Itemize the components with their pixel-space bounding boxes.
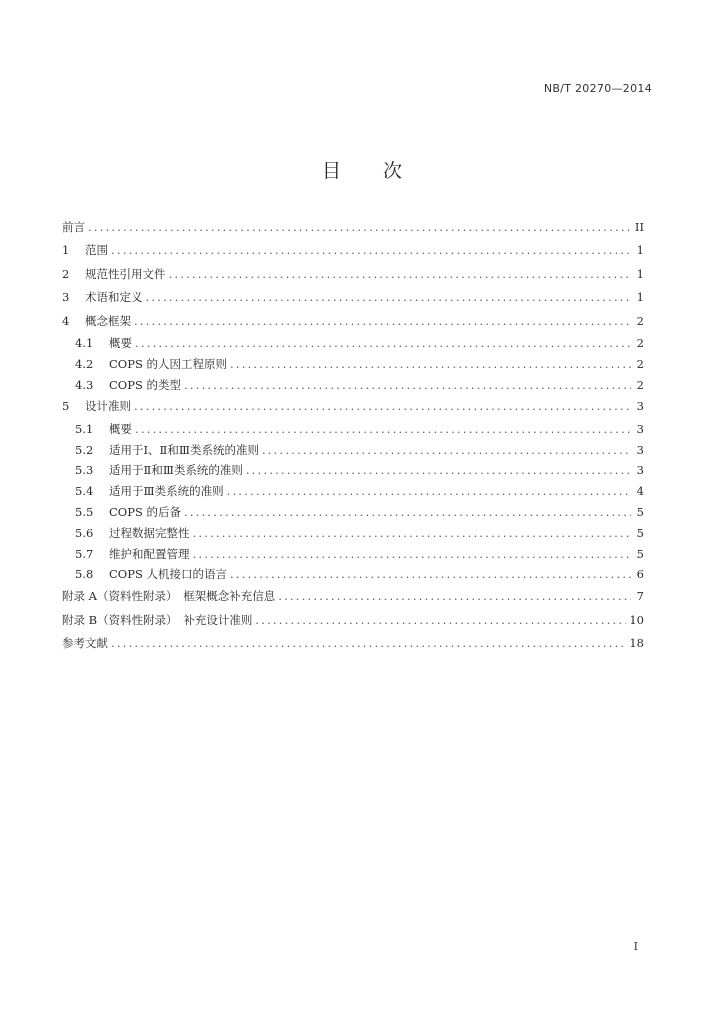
toc-entry-number: 5.1: [75, 421, 94, 436]
toc-leader-dots: [246, 460, 631, 481]
toc-entry[interactable]: [62, 263, 644, 286]
toc-leader-dots: [111, 632, 626, 655]
toc-leader-dots: [134, 310, 631, 333]
toc-entry-page: 7: [636, 589, 644, 604]
toc-entry[interactable]: [62, 632, 644, 655]
toc-entry-label: 参考文献: [62, 635, 108, 650]
toc-entry-label: 适用于Ⅲ类系统的准则: [109, 484, 224, 499]
page-number: I: [633, 940, 638, 953]
toc-entry-number: 5.7: [75, 546, 94, 561]
toc-entry-label: 规范性引用文件: [85, 266, 166, 281]
toc-leader-dots: [88, 216, 631, 239]
toc-entry-number: 4.3: [75, 377, 94, 392]
toc-entry[interactable]: [62, 502, 644, 523]
standard-number: NB/T 20270—2014: [543, 82, 652, 95]
toc-entry[interactable]: [62, 239, 644, 262]
toc-entry-number: 5.5: [75, 504, 94, 519]
toc-entry-page: 3: [636, 442, 644, 457]
toc-leader-dots: [135, 419, 631, 440]
toc-entry-page: 2: [636, 313, 644, 328]
toc-entry[interactable]: [62, 523, 644, 544]
page-title: 目次: [321, 160, 444, 182]
toc-entry[interactable]: [62, 460, 644, 481]
toc-entry-number: 5.4: [75, 484, 94, 499]
toc-entry-page: 4: [636, 484, 644, 499]
toc-entry[interactable]: [62, 333, 644, 354]
toc-entry-number: 4.2: [75, 356, 94, 371]
toc-entry-label: 概要: [109, 421, 132, 436]
toc-entry-label: 维护和配置管理: [109, 546, 190, 561]
toc-entry-page: 5: [636, 546, 644, 561]
toc-entry[interactable]: [62, 544, 644, 565]
toc-entry-label: 前言: [62, 220, 85, 234]
toc-leader-dots: [169, 263, 632, 286]
toc-entry-label: 概念框架: [85, 313, 131, 328]
toc-entry-page: 2: [636, 356, 644, 371]
toc-entry-number: 5.2: [75, 442, 94, 457]
toc-entry-label: 术语和定义: [85, 290, 143, 305]
toc-entry-page: 1: [636, 243, 644, 258]
toc-entry-label: 附录 A（资料性附录） 框架概念补充信息: [62, 589, 276, 604]
toc-entry[interactable]: [62, 440, 644, 461]
toc-entry[interactable]: [62, 395, 644, 418]
toc-leader-dots: [134, 395, 631, 418]
toc-entry-page: 5: [636, 525, 644, 540]
toc-entry-label: 适用于Ⅱ和Ⅲ类系统的准则: [109, 463, 243, 478]
toc-entry[interactable]: [62, 286, 644, 309]
toc-entry-label: COPS 的类型: [109, 377, 181, 392]
toc-entry-page: 3: [636, 421, 644, 436]
toc-leader-dots: [255, 609, 626, 632]
toc-leader-dots: [230, 564, 631, 585]
toc-entry-page: 5: [636, 504, 644, 519]
toc-entry-page: 1: [636, 290, 644, 305]
toc-entry-page: 2: [636, 377, 644, 392]
toc-entry-number: 5: [62, 399, 70, 414]
toc-entry-number: 4.1: [75, 335, 94, 350]
toc-entry-number: 2: [62, 266, 70, 281]
toc-leader-dots: [184, 375, 631, 396]
toc-entry-label: 附录 B（资料性附录） 补充设计准则: [62, 612, 253, 627]
toc-entry-page: 6: [636, 567, 644, 582]
toc-entry[interactable]: [62, 585, 644, 608]
toc-entry[interactable]: [62, 375, 644, 396]
toc-entry-number: 4: [62, 313, 70, 328]
toc-entry-label: COPS 的后备: [109, 504, 181, 519]
toc-entry-label: 适用于Ⅰ、Ⅱ和Ⅲ类系统的准则: [109, 442, 259, 457]
toc-entry[interactable]: [62, 354, 644, 375]
toc-entry-label: COPS 人机接口的语言: [109, 567, 227, 582]
toc-entry[interactable]: [62, 419, 644, 440]
toc-entry-number: 3: [62, 290, 70, 305]
toc-leader-dots: [135, 333, 631, 354]
toc-entry-number: 5.6: [75, 525, 94, 540]
toc-leader-dots: [111, 239, 631, 262]
toc-entry[interactable]: [62, 310, 644, 333]
table-of-contents: [62, 216, 644, 655]
toc-leader-dots: [184, 502, 631, 523]
toc-entry-label: 设计准则: [85, 399, 131, 414]
toc-entry-page: 1: [636, 266, 644, 281]
toc-leader-dots: [227, 481, 631, 502]
toc-entry[interactable]: [62, 564, 644, 585]
toc-entry[interactable]: [62, 216, 644, 239]
toc-entry-page: 3: [636, 399, 644, 414]
toc-entry-number: 5.3: [75, 463, 94, 478]
toc-entry-page: II: [634, 220, 644, 234]
toc-entry-label: 过程数据完整性: [109, 525, 190, 540]
toc-entry-page: 10: [629, 612, 644, 627]
toc-leader-dots: [230, 354, 631, 375]
toc-entry-page: 18: [629, 635, 644, 650]
toc-entry-page: 2: [636, 335, 644, 350]
toc-entry-label: COPS 的人因工程原则: [109, 356, 227, 371]
toc-entry-page: 3: [636, 463, 644, 478]
toc-entry-label: 概要: [109, 335, 132, 350]
toc-entry-label: 范围: [85, 243, 108, 258]
toc-leader-dots: [193, 523, 632, 544]
toc-leader-dots: [193, 544, 632, 565]
toc-leader-dots: [262, 440, 631, 461]
toc-leader-dots: [278, 585, 631, 608]
toc-leader-dots: [146, 286, 632, 309]
toc-entry[interactable]: [62, 481, 644, 502]
toc-entry[interactable]: [62, 609, 644, 632]
toc-entry-number: 1: [62, 243, 70, 258]
toc-entry-number: 5.8: [75, 567, 94, 582]
